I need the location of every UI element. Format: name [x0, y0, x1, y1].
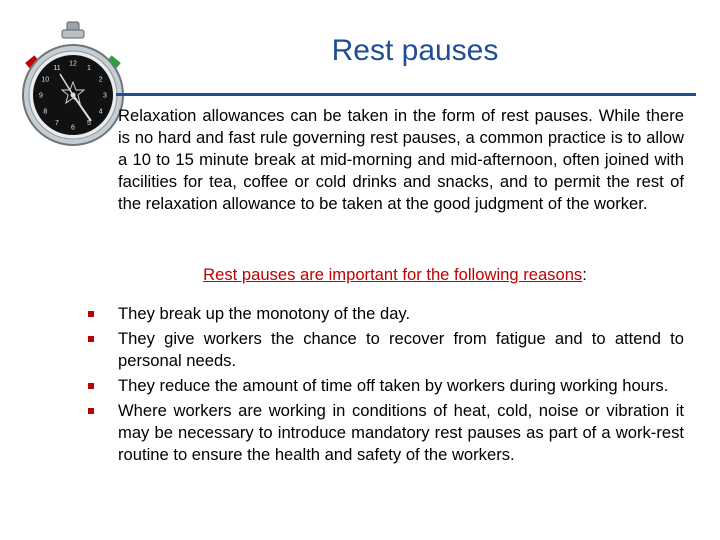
reasons-list — [88, 303, 684, 469]
dial-number: 5 — [87, 120, 91, 128]
dial-number: 9 — [39, 92, 43, 100]
list-item-text: They reduce the amount of time off taken by workers during working hours. — [118, 376, 669, 395]
dial-number: 11 — [53, 64, 61, 72]
reasons-heading-colon: : — [582, 265, 587, 284]
intro-paragraph: Relaxation allowances can be taken in the form of rest pauses. While there is no hard and fast rule governing rest pauses, a common practice is to allow a 10 to 15 minute break at mid-morning and mid-afternoon, often joined with facilities for tea, coffee or cold drinks and snacks, and to permit the rest of the relaxation allowance to be taken at the good judgment of the worker. — [118, 106, 684, 213]
reasons-heading — [0, 265, 720, 285]
dial-number: 1 — [87, 64, 91, 72]
dial-number: 3 — [103, 92, 107, 100]
list-item-text: They give workers the chance to recover from fatigue and to attend to personal needs. — [118, 329, 684, 370]
dial-number: 2 — [98, 76, 103, 84]
list-item — [88, 400, 684, 466]
square-bullet-icon — [88, 311, 94, 317]
square-bullet-icon — [88, 383, 94, 389]
list-item — [88, 328, 684, 372]
slide-title: Rest pauses — [331, 34, 499, 67]
stopwatch-icon — [18, 18, 128, 150]
list-item — [88, 375, 684, 397]
dial-number: 10 — [41, 76, 50, 84]
list-item — [88, 303, 684, 325]
dial-number: 6 — [71, 124, 75, 132]
list-item-text: Where workers are working in conditions of heat, cold, noise or vibration it may be necessary to introduce mandatory rest pauses as part of a work-rest routine to ensure the health and safety of the workers. — [118, 401, 684, 464]
list-item-text: They break up the monotony of the day. — [118, 304, 411, 323]
dial-number: 7 — [55, 120, 59, 128]
title-underline-divider — [116, 93, 696, 96]
dial-number: 4 — [98, 108, 103, 116]
dial-number: 12 — [69, 60, 77, 68]
square-bullet-icon — [88, 336, 94, 342]
reasons-heading-text: Rest pauses are important for the following reasons — [203, 265, 583, 284]
dial-number: 8 — [43, 108, 48, 116]
square-bullet-icon — [88, 408, 94, 414]
